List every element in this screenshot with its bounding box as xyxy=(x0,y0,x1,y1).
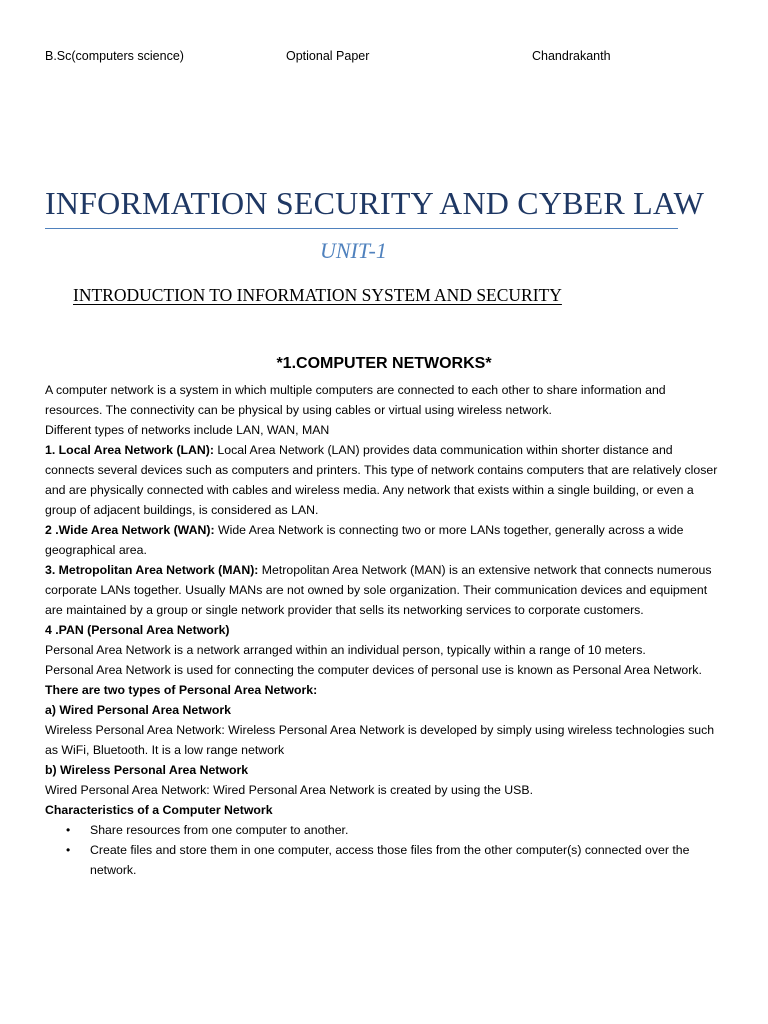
characteristics-label: Characteristics of a Computer Network xyxy=(45,803,273,817)
intro-heading: INTRODUCTION TO INFORMATION SYSTEM AND SECURITY xyxy=(73,285,562,305)
header-author: Chandrakanth xyxy=(532,49,611,63)
pan-line-2: Personal Area Network is used for connecting the computer devices of personal use is known as Personal Area Network. xyxy=(45,663,702,677)
list-item-text: Share resources from one computer to another. xyxy=(90,823,349,837)
network-types-intro: Different types of networks include LAN, WAN, MAN xyxy=(45,423,330,437)
list-item-text: Create files and store them in one computer, access those files from the other computer(s) connected over the network. xyxy=(90,843,690,877)
wireless-pan-text: Wired Personal Area Network: Wired Personal Area Network is created by using the USB. xyxy=(45,783,533,797)
pan-line-1: Personal Area Network is a network arranged within an individual person, typically within a range of 10 meters. xyxy=(45,643,646,657)
man-paragraph xyxy=(45,560,725,620)
intro-paragraph: A computer network is a system in which multiple computers are connected to each other to share information and resources. The connectivity can be physical by using cables or virtual using wireless network. xyxy=(45,383,666,417)
wan-text: Wide Area Network is connecting two or more LANs together, generally across a wide geographical area. xyxy=(45,523,684,557)
section-heading: *1.COMPUTER NETWORKS* xyxy=(276,355,492,372)
pan-types-label: There are two types of Personal Area Network: xyxy=(45,683,318,697)
man-text: Metropolitan Area Network (MAN) is an extensive network that connects numerous corporate LANs together. Usually MANs are not owned by sole organization. Their communication devices and equipment are maintained by a group or single network provider that sells its networking services to corporate customers. xyxy=(45,563,712,617)
header-course: B.Sc(computers science) xyxy=(45,49,184,63)
wired-pan-label: a) Wired Personal Area Network xyxy=(45,703,231,717)
title-divider xyxy=(45,228,678,229)
lan-label: 1. Local Area Network (LAN): xyxy=(45,443,214,457)
wan-label: 2 .Wide Area Network (WAN): xyxy=(45,523,215,537)
wan-paragraph xyxy=(45,520,725,560)
document-title: INFORMATION SECURITY AND CYBER LAW xyxy=(45,185,705,221)
list-item xyxy=(45,820,725,840)
lan-text: Local Area Network (LAN) provides data communication within shorter distance and connects several devices such as computers and printers. This type of network contains computers that are relatively closer and are physically connected with cables and wireless media. Any network that exists within a single building, or even a group of adjacent buildings, is considered as LAN. xyxy=(45,443,718,517)
unit-heading: UNIT-1 xyxy=(320,238,387,263)
body-text xyxy=(45,380,725,880)
wired-pan-text: Wireless Personal Area Network: Wireless Personal Area Network is developed by simply using wireless technologies such as WiFi, Bluetooth. It is a low range network xyxy=(45,723,715,757)
man-label: 3. Metropolitan Area Network (MAN): xyxy=(45,563,259,577)
pan-label: 4 .PAN (Personal Area Network) xyxy=(45,623,230,637)
header-paper: Optional Paper xyxy=(286,49,370,63)
page-header xyxy=(45,47,685,65)
list-item xyxy=(45,840,725,880)
bullet-icon: • xyxy=(66,843,71,857)
lan-paragraph xyxy=(45,440,725,520)
wireless-pan-label: b) Wireless Personal Area Network xyxy=(45,763,249,777)
characteristics-list xyxy=(45,820,725,880)
bullet-icon: • xyxy=(66,823,71,837)
